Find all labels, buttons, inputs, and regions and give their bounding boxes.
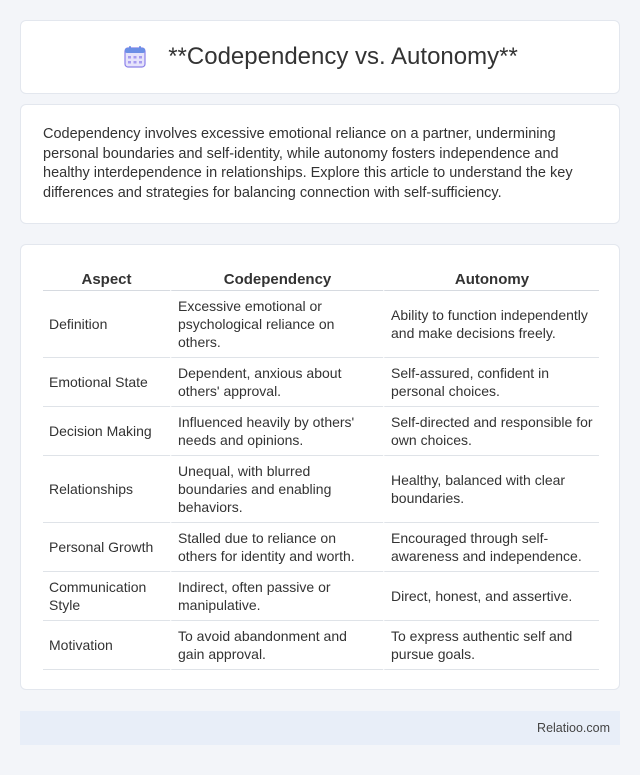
row-codependency: Unequal, with blurred boundaries and enabling behaviors. bbox=[170, 456, 383, 523]
title-row bbox=[122, 43, 518, 71]
row-autonomy: Self-directed and responsible for own choices. bbox=[383, 407, 599, 456]
header-autonomy: Autonomy bbox=[383, 263, 599, 291]
row-aspect: Personal Growth bbox=[43, 523, 170, 572]
row-aspect: Relationships bbox=[43, 456, 170, 523]
row-autonomy: Encouraged through self-awareness and independence. bbox=[383, 523, 599, 572]
intro-card bbox=[20, 104, 620, 224]
row-aspect: Emotional State bbox=[43, 358, 170, 407]
row-codependency: To avoid abandonment and gain approval. bbox=[170, 621, 383, 670]
header-aspect: Aspect bbox=[43, 263, 170, 291]
row-aspect: Decision Making bbox=[43, 407, 170, 456]
page-title: **Codependency vs. Autonomy** bbox=[168, 43, 518, 70]
table-row bbox=[43, 572, 599, 621]
row-autonomy: Direct, honest, and assertive. bbox=[383, 572, 599, 621]
row-codependency: Indirect, often passive or manipulative. bbox=[170, 572, 383, 621]
calendar-icon bbox=[122, 44, 148, 70]
comparison-table bbox=[43, 263, 599, 670]
row-codependency: Stalled due to reliance on others for identity and worth. bbox=[170, 523, 383, 572]
row-aspect: Definition bbox=[43, 291, 170, 358]
row-aspect: Motivation bbox=[43, 621, 170, 670]
row-autonomy: Self-assured, confident in personal choices. bbox=[383, 358, 599, 407]
footer bbox=[20, 711, 620, 745]
table-row bbox=[43, 456, 599, 523]
table-row bbox=[43, 523, 599, 572]
table-row bbox=[43, 358, 599, 407]
row-autonomy: Healthy, balanced with clear boundaries. bbox=[383, 456, 599, 523]
table-row bbox=[43, 621, 599, 670]
row-codependency: Excessive emotional or psychological reliance on others. bbox=[170, 291, 383, 358]
table-header-row bbox=[43, 263, 599, 291]
row-codependency: Influenced heavily by others' needs and opinions. bbox=[170, 407, 383, 456]
row-aspect: Communication Style bbox=[43, 572, 170, 621]
table-row bbox=[43, 407, 599, 456]
footer-brand[interactable]: Relatioo.com bbox=[537, 721, 610, 735]
row-codependency: Dependent, anxious about others' approval. bbox=[170, 358, 383, 407]
comparison-card bbox=[20, 244, 620, 690]
table-row bbox=[43, 291, 599, 358]
row-autonomy: To express authentic self and pursue goals. bbox=[383, 621, 599, 670]
title-card bbox=[20, 20, 620, 94]
intro-paragraph: Codependency involves excessive emotional reliance on a partner, undermining personal boundaries and self-identity, while autonomy fosters independence and healthy interdependence in relationships. Explore this article to understand the key differences and strategies for balancing connection with self-sufficiency. bbox=[43, 126, 573, 201]
header-codependency: Codependency bbox=[170, 263, 383, 291]
row-autonomy: Ability to function independently and make decisions freely. bbox=[383, 291, 599, 358]
